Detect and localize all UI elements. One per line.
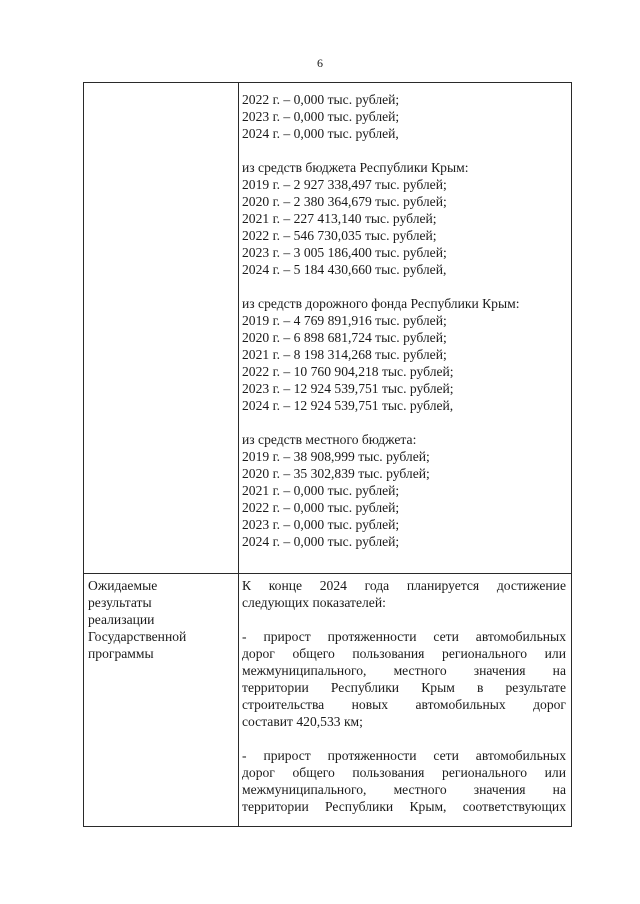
- funding-line: 2020 г. – 2 380 364,679 тыс. рублей;: [242, 194, 447, 209]
- funding-heading: из средств местного бюджета:: [242, 432, 417, 447]
- text-line: межмуниципального, местного значения на: [242, 663, 566, 678]
- funding-line: 2023 г. – 0,000 тыс. рублей;: [242, 517, 400, 532]
- expected-results-label: [88, 577, 234, 662]
- funding-line: 2019 г. – 2 927 338,497 тыс. рублей;: [242, 177, 447, 192]
- label-line: Государственной: [88, 629, 187, 644]
- funding-line: 2024 г. – 0,000 тыс. рублей;: [242, 534, 400, 549]
- label-line: Ожидаемые: [88, 578, 158, 593]
- expected-results-text: [242, 577, 566, 815]
- road-fund-block: [242, 295, 566, 414]
- funding-line: 2021 г. – 8 198 314,268 тыс. рублей;: [242, 347, 447, 362]
- text-line: дорог общего пользования регионального или: [242, 646, 566, 661]
- funding-line: 2024 г. – 0,000 тыс. рублей,: [242, 126, 399, 141]
- text-line: дорог общего пользования регионального или: [242, 765, 566, 780]
- text-line: составит 420,533 км;: [242, 714, 363, 729]
- funding-line: 2023 г. – 0,000 тыс. рублей;: [242, 109, 400, 124]
- program-passport-table: [83, 82, 572, 827]
- funding-line: 2021 г. – 227 413,140 тыс. рублей;: [242, 211, 437, 226]
- funding-line: 2019 г. – 4 769 891,916 тыс. рублей;: [242, 313, 447, 328]
- text-line: - прирост протяженности сети автомобильных: [242, 629, 566, 644]
- funding-line: 2022 г. – 0,000 тыс. рублей;: [242, 500, 400, 515]
- text-line: межмуниципального, местного значения на: [242, 782, 566, 797]
- funding-line: 2021 г. – 0,000 тыс. рублей;: [242, 483, 400, 498]
- text-line: территории Республики Крым в результате: [242, 680, 566, 695]
- funding-heading: из средств бюджета Республики Крым:: [242, 160, 469, 175]
- page-number: 6: [317, 56, 323, 70]
- funding-line: 2022 г. – 10 760 904,218 тыс. рублей;: [242, 364, 454, 379]
- funding-line: 2019 г. – 38 908,999 тыс. рублей;: [242, 449, 430, 464]
- funding-cell: [242, 91, 566, 550]
- funding-line: 2020 г. – 6 898 681,724 тыс. рублей;: [242, 330, 447, 345]
- text-line: К конце 2024 года планируется достижение: [242, 578, 566, 593]
- republic-budget-block: [242, 159, 566, 278]
- funding-line: 2022 г. – 0,000 тыс. рублей;: [242, 92, 400, 107]
- funding-line: 2020 г. – 35 302,839 тыс. рублей;: [242, 466, 430, 481]
- funding-line: 2022 г. – 546 730,035 тыс. рублей;: [242, 228, 437, 243]
- label-line: результаты: [88, 595, 152, 610]
- funding-line: 2024 г. – 12 924 539,751 тыс. рублей,: [242, 398, 454, 413]
- text-line: территории Республики Крым, соответствующих: [242, 799, 566, 814]
- intro-paragraph: [242, 577, 566, 611]
- federal-budget-tail: [242, 91, 566, 142]
- funding-line: 2023 г. – 12 924 539,751 тыс. рублей;: [242, 381, 454, 396]
- result-item-2: [242, 747, 566, 815]
- funding-line: 2024 г. – 5 184 430,660 тыс. рублей,: [242, 262, 447, 277]
- label-line: программы: [88, 646, 154, 661]
- local-budget-block: [242, 431, 566, 550]
- row-divider: [84, 573, 571, 574]
- funding-heading: из средств дорожного фонда Республики Крым:: [242, 296, 520, 311]
- column-divider: [238, 83, 239, 826]
- result-item-1: [242, 628, 566, 730]
- text-line: строительства новых автомобильных дорог: [242, 697, 566, 712]
- text-line: следующих показателей:: [242, 595, 386, 610]
- funding-line: 2023 г. – 3 005 186,400 тыс. рублей;: [242, 245, 447, 260]
- text-line: - прирост протяженности сети автомобильных: [242, 748, 566, 763]
- label-line: реализации: [88, 612, 155, 627]
